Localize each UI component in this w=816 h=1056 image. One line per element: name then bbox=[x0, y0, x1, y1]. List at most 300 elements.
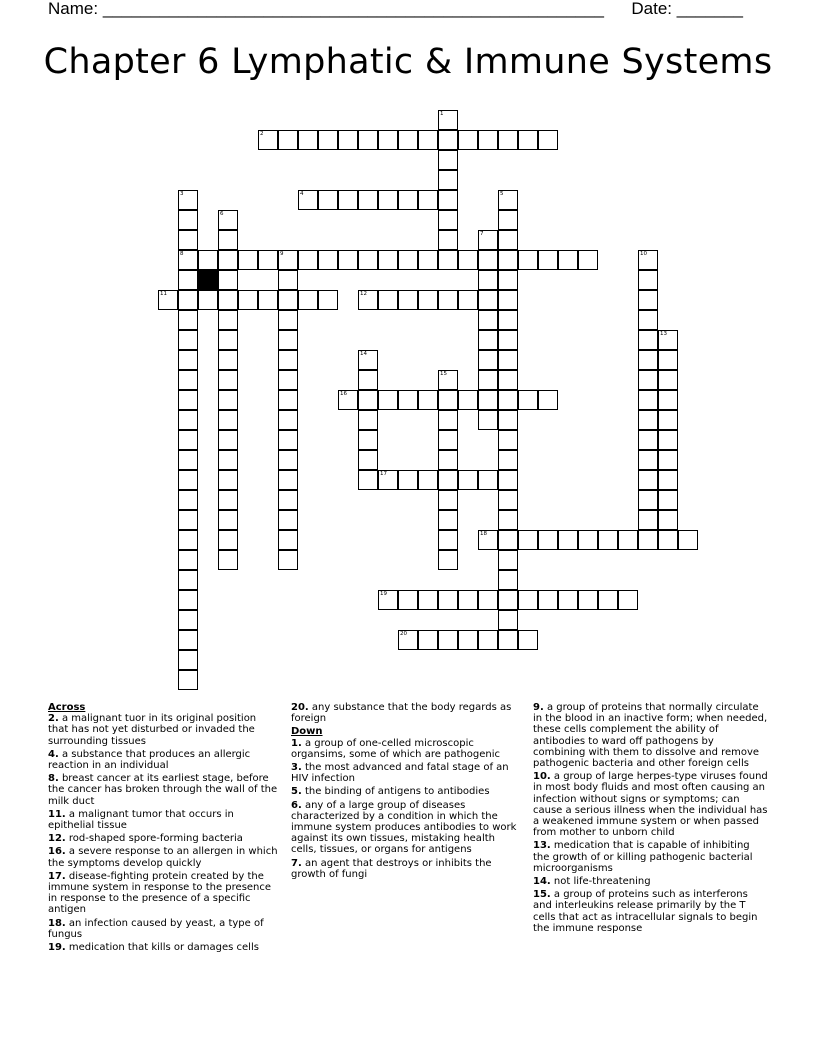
grid-cell[interactable] bbox=[438, 130, 458, 150]
grid-cell[interactable] bbox=[218, 470, 238, 490]
clue-number-label: 18. bbox=[48, 917, 66, 929]
grid-cell[interactable] bbox=[278, 290, 298, 310]
clue-number-label: 1. bbox=[291, 737, 302, 749]
grid-cell[interactable] bbox=[178, 210, 198, 230]
grid-cell[interactable] bbox=[658, 430, 678, 450]
grid-cell[interactable] bbox=[558, 590, 578, 610]
grid-cell[interactable] bbox=[318, 190, 338, 210]
grid-cell[interactable] bbox=[278, 390, 298, 410]
clue-number: 17 bbox=[380, 471, 387, 477]
grid-cell[interactable] bbox=[678, 530, 698, 550]
grid-cell[interactable] bbox=[358, 290, 378, 310]
grid-cell[interactable] bbox=[278, 490, 298, 510]
grid-cell[interactable] bbox=[498, 290, 518, 310]
grid-cell[interactable] bbox=[238, 250, 258, 270]
grid-cell[interactable] bbox=[438, 450, 458, 470]
across-clue bbox=[48, 749, 278, 771]
across-clue bbox=[48, 713, 278, 747]
grid-cell[interactable] bbox=[338, 250, 358, 270]
grid-cell[interactable] bbox=[618, 530, 638, 550]
down-heading: Down bbox=[291, 726, 323, 738]
clue-number-label: 14. bbox=[533, 876, 551, 888]
grid-cell[interactable] bbox=[398, 590, 418, 610]
grid-cell[interactable] bbox=[478, 270, 498, 290]
grid-cell[interactable] bbox=[278, 550, 298, 570]
grid-cell[interactable] bbox=[218, 210, 238, 230]
across-heading: Across bbox=[48, 702, 86, 713]
grid-cell[interactable] bbox=[378, 590, 398, 610]
clue-text: a malignant tumor that occurs in epithelial tissue bbox=[48, 808, 234, 832]
grid-cell[interactable] bbox=[278, 270, 298, 290]
grid-cell[interactable] bbox=[638, 350, 658, 370]
clue-number-label: 16. bbox=[48, 846, 66, 858]
grid-cell[interactable] bbox=[178, 510, 198, 530]
clue-text: medication that is capable of inhibiting the growth of or killing pathogenic bacterial microorganisms bbox=[533, 840, 753, 874]
grid-cell[interactable] bbox=[398, 290, 418, 310]
down-clue-list bbox=[291, 738, 523, 880]
grid-cell[interactable] bbox=[438, 510, 458, 530]
grid-cell[interactable] bbox=[578, 250, 598, 270]
clue-text: the binding of antigens to antibodies bbox=[301, 786, 490, 798]
grid-cell[interactable] bbox=[498, 590, 518, 610]
grid-cell[interactable] bbox=[538, 530, 558, 550]
grid-cell[interactable] bbox=[498, 430, 518, 450]
grid-cell[interactable] bbox=[518, 590, 538, 610]
grid-cell[interactable] bbox=[218, 370, 238, 390]
grid-cell[interactable] bbox=[378, 190, 398, 210]
grid-cell[interactable] bbox=[398, 630, 418, 650]
grid-cell[interactable] bbox=[398, 390, 418, 410]
grid-cell[interactable] bbox=[278, 130, 298, 150]
grid-cell[interactable] bbox=[178, 650, 198, 670]
grid-cell[interactable] bbox=[558, 530, 578, 550]
down-clue bbox=[291, 738, 523, 760]
blocked-cell bbox=[198, 270, 218, 290]
clue-text: a severe response to an allergen in which the symptoms develop quickly bbox=[48, 846, 278, 869]
grid-cell[interactable] bbox=[398, 250, 418, 270]
clue-text: a group of proteins that normally circulate in the blood in an inactive form; when needed, these cells complement the ability of antibodies to ward off pathogens by combining with them to dissolve and remove pathogenic bacteria and other foreign cells bbox=[533, 702, 768, 770]
clue-number-label: 3. bbox=[291, 762, 302, 774]
grid-cell[interactable] bbox=[638, 430, 658, 450]
grid-cell[interactable] bbox=[458, 390, 478, 410]
grid-cell[interactable] bbox=[218, 270, 238, 290]
grid-cell[interactable] bbox=[498, 310, 518, 330]
grid-cell[interactable] bbox=[218, 550, 238, 570]
grid-cell[interactable] bbox=[438, 190, 458, 210]
across-clue bbox=[48, 773, 278, 807]
clue-number: 18 bbox=[480, 531, 487, 537]
grid-cell[interactable] bbox=[438, 390, 458, 410]
grid-cell[interactable] bbox=[218, 250, 238, 270]
grid-cell[interactable] bbox=[178, 530, 198, 550]
grid-cell[interactable] bbox=[398, 190, 418, 210]
grid-cell[interactable] bbox=[498, 510, 518, 530]
clue-number: 16 bbox=[340, 391, 347, 397]
clue-number: 15 bbox=[440, 371, 447, 377]
name-label: Name: bbox=[48, 0, 99, 18]
grid-cell[interactable] bbox=[398, 130, 418, 150]
grid-cell[interactable] bbox=[178, 590, 198, 610]
grid-cell[interactable] bbox=[498, 130, 518, 150]
grid-cell[interactable] bbox=[478, 410, 498, 430]
grid-cell[interactable] bbox=[598, 590, 618, 610]
grid-cell[interactable] bbox=[438, 370, 458, 390]
grid-cell[interactable] bbox=[438, 550, 458, 570]
down-clue bbox=[533, 889, 769, 934]
grid-cell[interactable] bbox=[178, 330, 198, 350]
grid-cell[interactable] bbox=[498, 570, 518, 590]
grid-cell[interactable] bbox=[478, 250, 498, 270]
grid-cell[interactable] bbox=[338, 390, 358, 410]
grid-cell[interactable] bbox=[638, 530, 658, 550]
grid-cell[interactable] bbox=[498, 350, 518, 370]
grid-cell[interactable] bbox=[658, 390, 678, 410]
grid-cell[interactable] bbox=[418, 630, 438, 650]
grid-cell[interactable] bbox=[198, 250, 218, 270]
grid-cell[interactable] bbox=[498, 270, 518, 290]
grid-cell[interactable] bbox=[358, 470, 378, 490]
grid-cell[interactable] bbox=[258, 130, 278, 150]
grid-cell[interactable] bbox=[438, 590, 458, 610]
grid-cell[interactable] bbox=[458, 250, 478, 270]
grid-cell[interactable] bbox=[318, 250, 338, 270]
grid-cell[interactable] bbox=[498, 210, 518, 230]
grid-cell[interactable] bbox=[398, 470, 418, 490]
grid-cell[interactable] bbox=[538, 590, 558, 610]
grid-cell[interactable] bbox=[478, 590, 498, 610]
clue-text: a group of one-celled microscopic organsims, some of which are pathogenic bbox=[291, 737, 501, 760]
grid-cell[interactable] bbox=[578, 590, 598, 610]
grid-cell[interactable] bbox=[418, 130, 438, 150]
grid-cell[interactable] bbox=[358, 370, 378, 390]
grid-cell[interactable] bbox=[378, 390, 398, 410]
grid-cell[interactable] bbox=[438, 210, 458, 230]
grid-cell[interactable] bbox=[438, 630, 458, 650]
grid-cell[interactable] bbox=[498, 230, 518, 250]
grid-cell[interactable] bbox=[418, 590, 438, 610]
grid-cell[interactable] bbox=[218, 530, 238, 550]
grid-cell[interactable] bbox=[298, 250, 318, 270]
grid-cell[interactable] bbox=[438, 150, 458, 170]
clue-number-label: 12. bbox=[48, 833, 66, 845]
grid-cell[interactable] bbox=[518, 250, 538, 270]
across-clue bbox=[48, 846, 278, 868]
grid-cell[interactable] bbox=[478, 390, 498, 410]
grid-cell[interactable] bbox=[178, 430, 198, 450]
grid-cell[interactable] bbox=[498, 450, 518, 470]
page-title: Chapter 6 Lymphatic & Immune Systems bbox=[43, 42, 773, 82]
grid-cell[interactable] bbox=[178, 310, 198, 330]
grid-cell[interactable] bbox=[358, 350, 378, 370]
grid-cell[interactable] bbox=[498, 330, 518, 350]
grid-cell[interactable] bbox=[438, 530, 458, 550]
grid-cell[interactable] bbox=[358, 450, 378, 470]
grid-cell[interactable] bbox=[458, 290, 478, 310]
grid-cell[interactable] bbox=[258, 290, 278, 310]
grid-cell[interactable] bbox=[618, 590, 638, 610]
clue-number-label: 6. bbox=[291, 799, 302, 811]
grid-cell[interactable] bbox=[218, 290, 238, 310]
grid-cell[interactable] bbox=[638, 270, 658, 290]
clue-text: breast cancer at its earliest stage, before the cancer has broken through the wall of the milk duct bbox=[48, 773, 278, 807]
date-label: Date: bbox=[631, 0, 673, 18]
grid-cell[interactable] bbox=[478, 290, 498, 310]
grid-cell[interactable] bbox=[178, 570, 198, 590]
across-clue-list bbox=[48, 713, 278, 953]
grid-cell[interactable] bbox=[218, 310, 238, 330]
grid-cell[interactable] bbox=[498, 390, 518, 410]
name-line[interactable]: _____________________________________________________ bbox=[102, 0, 604, 18]
grid-cell[interactable] bbox=[658, 330, 678, 350]
grid-cell[interactable] bbox=[658, 470, 678, 490]
grid-cell[interactable] bbox=[278, 410, 298, 430]
grid-cell[interactable] bbox=[458, 470, 478, 490]
grid-cell[interactable] bbox=[178, 450, 198, 470]
clue-number-label: 19. bbox=[48, 942, 66, 954]
clue-text: an agent that destroys or inhibits the growth of fungi bbox=[291, 857, 492, 880]
across-clue bbox=[48, 833, 278, 844]
grid-cell[interactable] bbox=[658, 410, 678, 430]
clue-number: 5 bbox=[500, 191, 504, 197]
grid-cell[interactable] bbox=[478, 230, 498, 250]
clue-number: 4 bbox=[300, 191, 304, 197]
grid-cell[interactable] bbox=[638, 290, 658, 310]
clue-text: any of a large group of diseases characterized by a condition in which the immune system produces antibodies to work against its own tissues, mistaking health cells, tissues, or organs for antigens bbox=[291, 799, 517, 856]
grid-cell[interactable] bbox=[438, 230, 458, 250]
grid-cell[interactable] bbox=[298, 130, 318, 150]
clue-number: 10 bbox=[640, 251, 647, 257]
grid-cell[interactable] bbox=[438, 410, 458, 430]
grid-cell[interactable] bbox=[538, 130, 558, 150]
clue-number: 6 bbox=[220, 211, 224, 217]
grid-cell[interactable] bbox=[218, 330, 238, 350]
clue-number-label: 13. bbox=[533, 840, 551, 852]
down-clue bbox=[533, 771, 769, 838]
grid-cell[interactable] bbox=[178, 550, 198, 570]
grid-cell[interactable] bbox=[498, 370, 518, 390]
grid-cell[interactable] bbox=[658, 510, 678, 530]
grid-cell[interactable] bbox=[658, 490, 678, 510]
grid-cell[interactable] bbox=[218, 430, 238, 450]
grid-cell[interactable] bbox=[378, 130, 398, 150]
grid-cell[interactable] bbox=[638, 250, 658, 270]
grid-cell[interactable] bbox=[498, 530, 518, 550]
grid-cell[interactable] bbox=[238, 290, 258, 310]
grid-cell[interactable] bbox=[178, 190, 198, 210]
grid-cell[interactable] bbox=[438, 250, 458, 270]
grid-cell[interactable] bbox=[478, 330, 498, 350]
grid-cell[interactable] bbox=[518, 390, 538, 410]
grid-cell[interactable] bbox=[198, 290, 218, 310]
grid-cell[interactable] bbox=[178, 270, 198, 290]
grid-cell[interactable] bbox=[358, 410, 378, 430]
clue-text: a group of proteins such as interferons and interleukins release primarily by the T cells that act as intracellular signals to begin the immune response bbox=[533, 889, 758, 934]
grid-cell[interactable] bbox=[178, 470, 198, 490]
grid-cell[interactable] bbox=[478, 370, 498, 390]
grid-cell[interactable] bbox=[178, 390, 198, 410]
grid-cell[interactable] bbox=[418, 190, 438, 210]
grid-cell[interactable] bbox=[278, 370, 298, 390]
grid-cell[interactable] bbox=[178, 350, 198, 370]
grid-cell[interactable] bbox=[458, 590, 478, 610]
clue-text: any substance that the body regards as foreign bbox=[291, 702, 512, 725]
clue-number: 11 bbox=[160, 291, 167, 297]
grid-cell[interactable] bbox=[218, 490, 238, 510]
grid-cell[interactable] bbox=[358, 430, 378, 450]
grid-cell[interactable] bbox=[498, 550, 518, 570]
grid-cell[interactable] bbox=[538, 390, 558, 410]
date-line[interactable]: _______ bbox=[676, 0, 743, 18]
grid-cell[interactable] bbox=[378, 470, 398, 490]
grid-cell[interactable] bbox=[278, 330, 298, 350]
clue-text: not life-threatening bbox=[550, 876, 651, 888]
clue-text: the most advanced and fatal stage of an HIV infection bbox=[291, 762, 509, 785]
grid-cell[interactable] bbox=[158, 290, 178, 310]
grid-cell[interactable] bbox=[178, 610, 198, 630]
grid-cell[interactable] bbox=[638, 490, 658, 510]
grid-cell[interactable] bbox=[358, 130, 378, 150]
grid-cell[interactable] bbox=[418, 250, 438, 270]
grid-cell[interactable] bbox=[638, 310, 658, 330]
grid-cell[interactable] bbox=[638, 410, 658, 430]
grid-cell[interactable] bbox=[418, 290, 438, 310]
clue-number-label: 15. bbox=[533, 889, 551, 901]
grid-cell[interactable] bbox=[458, 630, 478, 650]
grid-cell[interactable] bbox=[478, 470, 498, 490]
clue-number: 20 bbox=[400, 631, 407, 637]
grid-cell[interactable] bbox=[178, 250, 198, 270]
clue-number: 2 bbox=[260, 131, 264, 137]
grid-cell[interactable] bbox=[358, 250, 378, 270]
grid-cell[interactable] bbox=[178, 410, 198, 430]
grid-cell[interactable] bbox=[338, 130, 358, 150]
across-clue bbox=[48, 871, 278, 916]
grid-cell[interactable] bbox=[638, 470, 658, 490]
grid-cell[interactable] bbox=[578, 530, 598, 550]
grid-cell[interactable] bbox=[218, 350, 238, 370]
grid-cell[interactable] bbox=[318, 130, 338, 150]
grid-cell[interactable] bbox=[278, 250, 298, 270]
grid-cell[interactable] bbox=[298, 290, 318, 310]
grid-cell[interactable] bbox=[658, 350, 678, 370]
grid-cell[interactable] bbox=[458, 130, 478, 150]
down-clue bbox=[533, 876, 769, 887]
down-clue bbox=[291, 762, 523, 784]
grid-cell[interactable] bbox=[178, 490, 198, 510]
grid-cell[interactable] bbox=[378, 250, 398, 270]
grid-cell[interactable] bbox=[218, 390, 238, 410]
clue-text: disease-fighting protein created by the immune system in response to the presence in response to the presence of a specific antigen bbox=[48, 870, 272, 916]
grid-cell[interactable] bbox=[638, 510, 658, 530]
grid-cell[interactable] bbox=[658, 530, 678, 550]
grid-cell[interactable] bbox=[278, 350, 298, 370]
down-clue bbox=[533, 840, 769, 874]
grid-cell[interactable] bbox=[538, 250, 558, 270]
grid-cell[interactable] bbox=[178, 230, 198, 250]
grid-cell[interactable] bbox=[278, 310, 298, 330]
grid-cell[interactable] bbox=[358, 190, 378, 210]
clue-number: 13 bbox=[660, 331, 667, 337]
grid-cell[interactable] bbox=[378, 290, 398, 310]
grid-cell[interactable] bbox=[638, 330, 658, 350]
grid-cell[interactable] bbox=[298, 190, 318, 210]
grid-cell[interactable] bbox=[218, 230, 238, 250]
grid-cell[interactable] bbox=[498, 190, 518, 210]
grid-cell[interactable] bbox=[518, 130, 538, 150]
grid-cell[interactable] bbox=[218, 510, 238, 530]
grid-cell[interactable] bbox=[638, 390, 658, 410]
grid-cell[interactable] bbox=[498, 630, 518, 650]
across-clue bbox=[48, 918, 278, 940]
clue-number-label: 2. bbox=[48, 713, 59, 725]
grid-cell[interactable] bbox=[438, 170, 458, 190]
grid-cell[interactable] bbox=[558, 250, 578, 270]
clue-number-label: 11. bbox=[48, 808, 66, 820]
grid-cell[interactable] bbox=[438, 290, 458, 310]
grid-cell[interactable] bbox=[178, 370, 198, 390]
grid-cell[interactable] bbox=[438, 430, 458, 450]
grid-cell[interactable] bbox=[498, 470, 518, 490]
grid-cell[interactable] bbox=[438, 470, 458, 490]
clue-number-label: 7. bbox=[291, 857, 302, 869]
clue-number: 3 bbox=[180, 191, 184, 197]
grid-cell[interactable] bbox=[518, 530, 538, 550]
clue-text: an infection caused by yeast, a type of fungus bbox=[48, 917, 264, 940]
clues-column-3 bbox=[533, 702, 769, 936]
grid-cell[interactable] bbox=[658, 370, 678, 390]
grid-cell[interactable] bbox=[338, 190, 358, 210]
grid-cell[interactable] bbox=[318, 290, 338, 310]
grid-cell[interactable] bbox=[418, 390, 438, 410]
grid-cell[interactable] bbox=[278, 470, 298, 490]
grid-cell[interactable] bbox=[518, 630, 538, 650]
grid-cell[interactable] bbox=[638, 450, 658, 470]
grid-cell[interactable] bbox=[218, 450, 238, 470]
grid-cell[interactable] bbox=[278, 450, 298, 470]
grid-cell[interactable] bbox=[478, 530, 498, 550]
grid-cell[interactable] bbox=[258, 250, 278, 270]
grid-cell[interactable] bbox=[478, 630, 498, 650]
across-clue bbox=[48, 942, 278, 953]
grid-cell[interactable] bbox=[478, 130, 498, 150]
grid-cell[interactable] bbox=[598, 530, 618, 550]
grid-cell[interactable] bbox=[278, 510, 298, 530]
grid-cell[interactable] bbox=[498, 250, 518, 270]
grid-cell[interactable] bbox=[478, 350, 498, 370]
grid-cell[interactable] bbox=[638, 370, 658, 390]
clue-number: 7 bbox=[480, 231, 484, 237]
grid-cell[interactable] bbox=[498, 610, 518, 630]
grid-cell[interactable] bbox=[478, 310, 498, 330]
grid-cell[interactable] bbox=[498, 410, 518, 430]
grid-cell[interactable] bbox=[358, 390, 378, 410]
grid-cell[interactable] bbox=[178, 670, 198, 690]
grid-cell[interactable] bbox=[218, 410, 238, 430]
down-clue-list-continued bbox=[533, 702, 769, 934]
grid-cell[interactable] bbox=[498, 490, 518, 510]
grid-cell[interactable] bbox=[418, 470, 438, 490]
down-clue bbox=[533, 702, 769, 769]
grid-cell[interactable] bbox=[438, 490, 458, 510]
clues-column-2 bbox=[291, 702, 523, 882]
clue-number: 14 bbox=[360, 351, 367, 357]
grid-cell[interactable] bbox=[278, 530, 298, 550]
grid-cell[interactable] bbox=[178, 290, 198, 310]
grid-cell[interactable] bbox=[658, 450, 678, 470]
grid-cell[interactable] bbox=[278, 430, 298, 450]
grid-cell[interactable] bbox=[178, 630, 198, 650]
grid-cell[interactable] bbox=[438, 110, 458, 130]
